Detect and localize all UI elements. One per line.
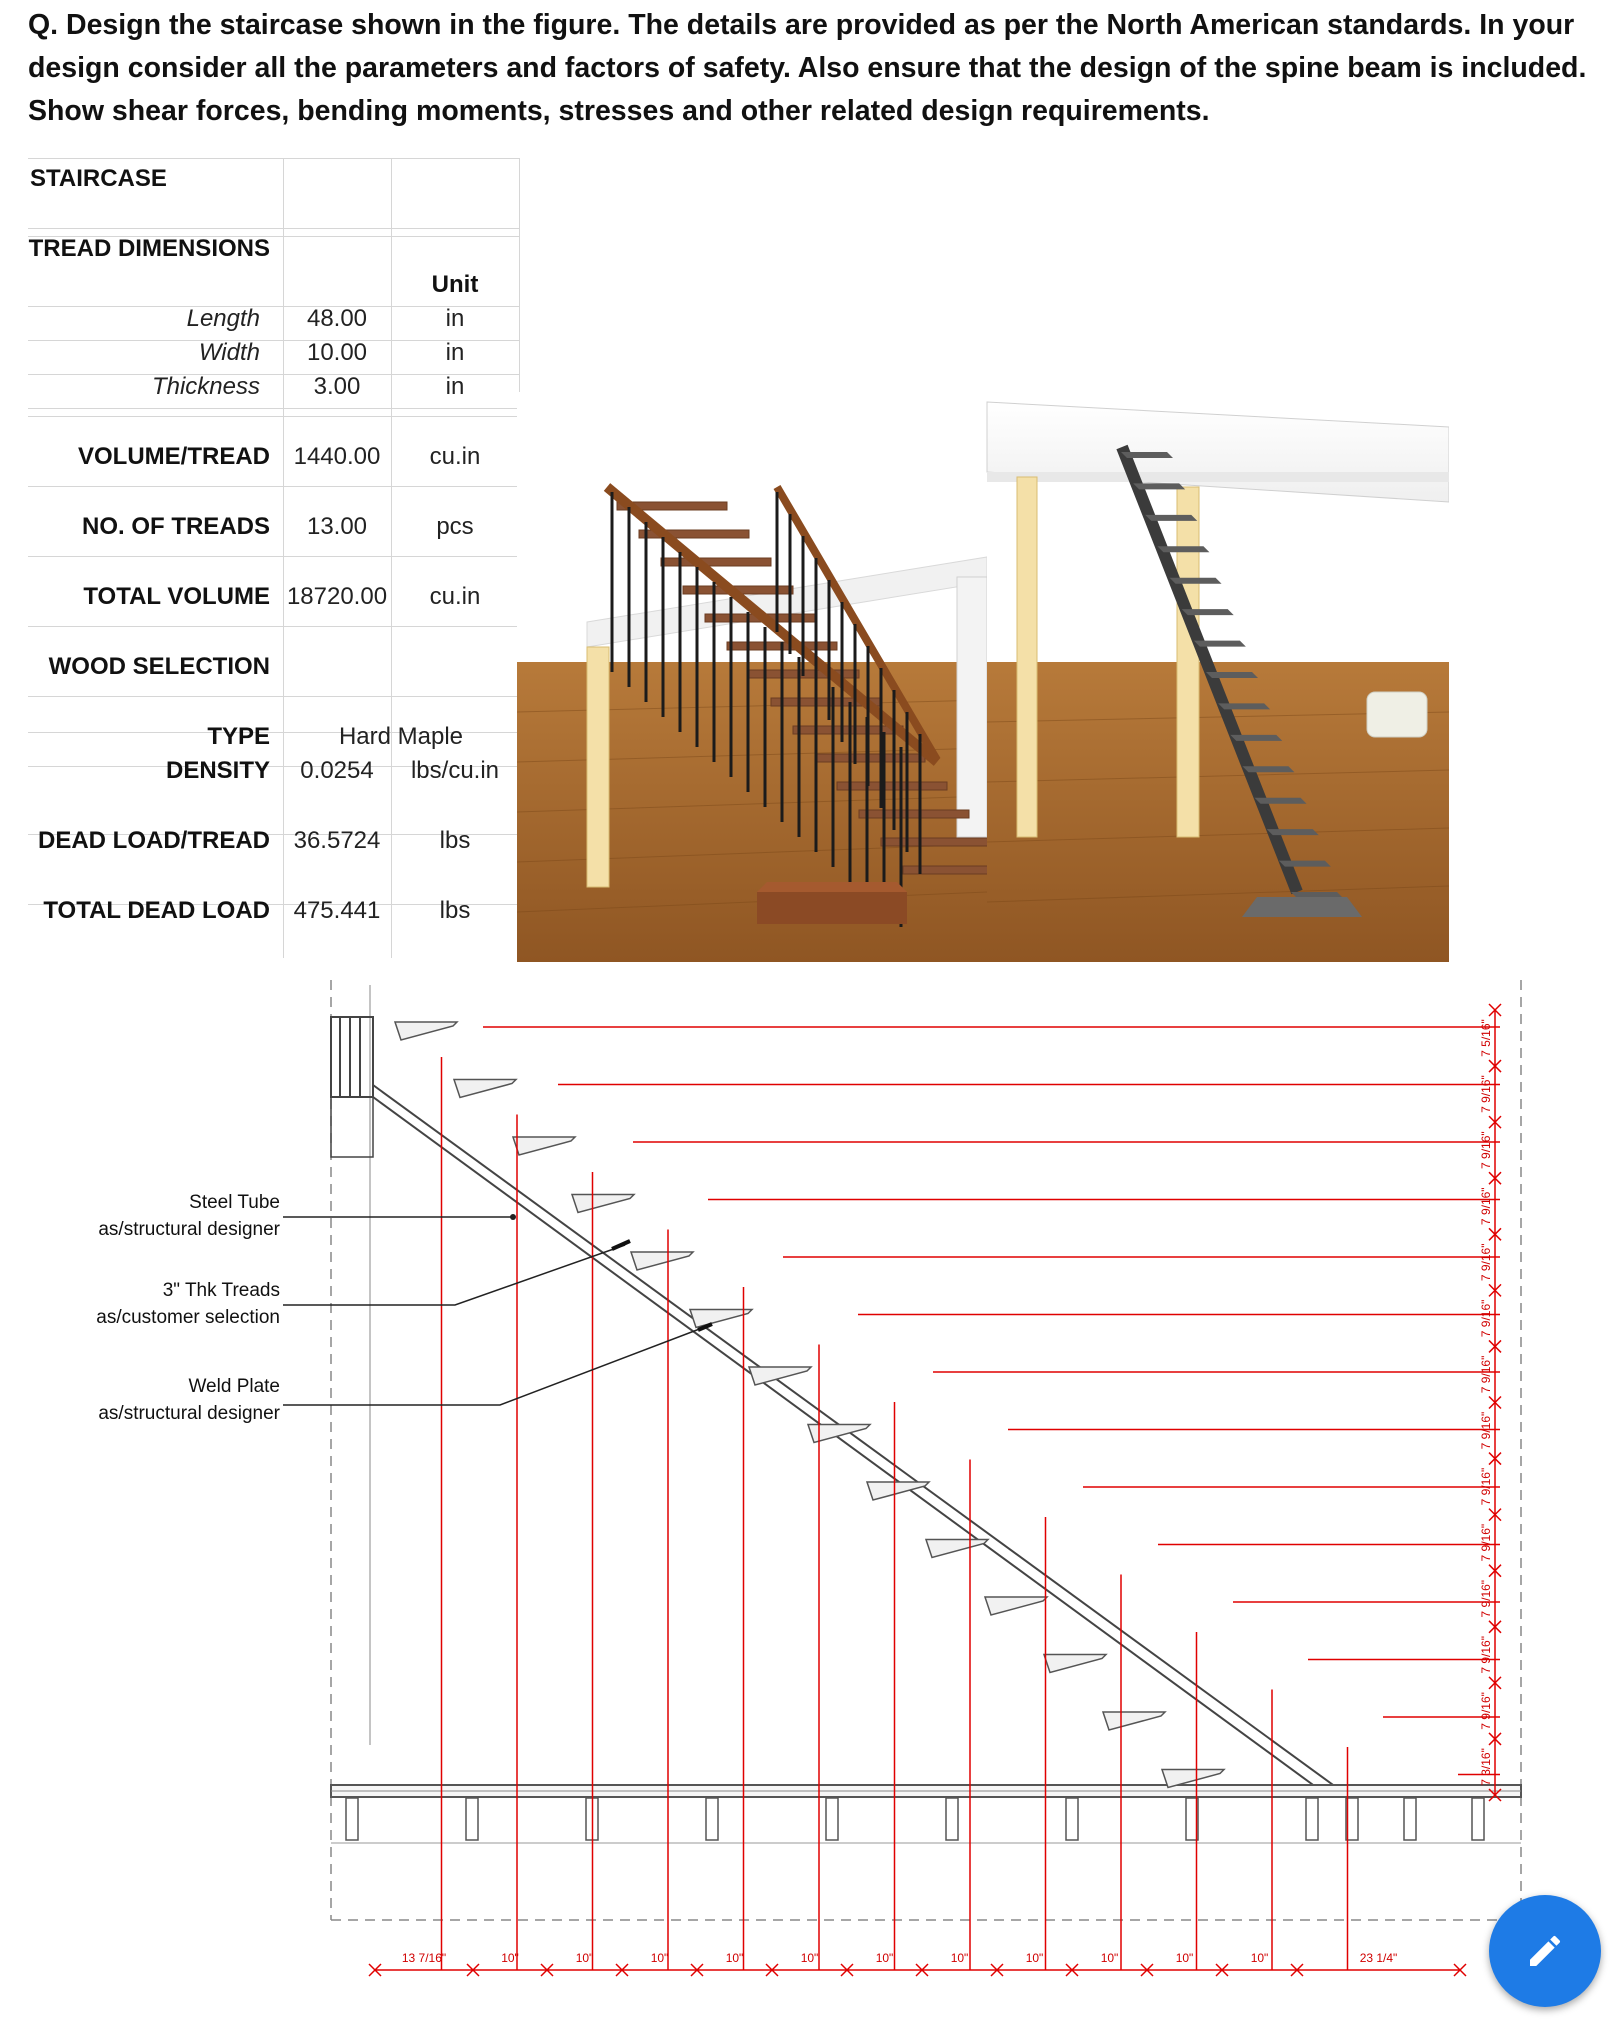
density-unit: lbs/cu.in (410, 757, 500, 784)
render-spine-tread (1279, 861, 1331, 867)
question-text: Q. Design the staircase shown in the figure. The details are provided as per the North American standards. In your design consider all the parameters and factors of safety. Also ensure that the design of the spine beam is included. Show shear forces, bending moments, stresses and other related design requirements. (28, 9, 1587, 127)
vertical-dimension-label: 7 9/16" (1479, 1467, 1493, 1506)
length-unit: in (445, 305, 465, 332)
floor-joist (1306, 1798, 1318, 1840)
no-of-treads-label: NO. OF TREADS (81, 513, 270, 540)
render-tread (793, 726, 903, 734)
callout-treads (40, 1277, 280, 1331)
total-dead-load-label: TOTAL DEAD LOAD (43, 897, 270, 924)
horizontal-dimension-label: 10" (650, 1951, 669, 1965)
vertical-dimension-label: 7 9/16" (1479, 1243, 1493, 1282)
floor-joist (466, 1798, 478, 1840)
drawing-tread (985, 1597, 1047, 1615)
density-value: 0.0254 (300, 757, 374, 784)
vertical-dimension-label: 7 9/16" (1479, 1131, 1493, 1169)
length-value: 48.00 (306, 305, 368, 332)
wood-selection-heading: WOOD SELECTION (48, 653, 270, 680)
landing-railing (331, 1017, 373, 1097)
vertical-dimension-label: 7 9/16" (1479, 1636, 1493, 1674)
horizontal-dimension-label: 10" (1250, 1951, 1269, 1965)
staircase-render-image (517, 392, 1449, 962)
tread-leader (283, 1245, 625, 1305)
callout-weld-plate (40, 1373, 280, 1427)
callout-steel-tube (40, 1189, 280, 1243)
render-spine-tread (1157, 546, 1209, 552)
staircase-elevation-drawing (0, 965, 1620, 2015)
vertical-dimension-label: 7 9/16" (1479, 1355, 1493, 1394)
vertical-dimension-label: 7 9/16" (1479, 1692, 1493, 1730)
floor-joist (826, 1798, 838, 1840)
render-spine-tread (1194, 641, 1246, 647)
width-label: Width (198, 339, 260, 366)
no-of-treads-value: 13.00 (306, 513, 368, 540)
spine-stair-render (987, 392, 1449, 962)
callout-weld-plate-title: Weld Plate (188, 1376, 280, 1397)
render-spine-tread (1170, 578, 1222, 584)
vertical-dimension-label: 7 9/16" (1479, 1299, 1493, 1338)
horizontal-dimension-label: 10" (501, 1951, 519, 1965)
render-tread (661, 558, 771, 566)
floor-joist (1066, 1798, 1078, 1840)
total-volume-label: TOTAL VOLUME (83, 583, 270, 610)
vertical-dimension-label: 7 9/16" (1479, 1579, 1493, 1618)
render-spine-tread (1255, 798, 1307, 804)
floor-joist (946, 1798, 958, 1840)
vertical-dimension-label: 7 3/16" (1479, 1748, 1493, 1786)
render-spine-tread (1145, 515, 1197, 521)
callout-weld-plate-note: as/structural designer (98, 1403, 280, 1424)
render-spine-tread (1218, 703, 1270, 709)
render-tread (859, 810, 969, 818)
render-spine-tread (1230, 735, 1282, 741)
horizontal-dimension-label: 10" (800, 1951, 819, 1965)
horizontal-dimension-label: 10" (1175, 1951, 1194, 1965)
weld-plate-leader (283, 1325, 710, 1405)
floor-joist (706, 1798, 718, 1840)
dead-load-per-tread-value: 36.5724 (293, 827, 381, 854)
floor-joist (1404, 1798, 1416, 1840)
total-dead-load-unit: lbs (439, 897, 471, 924)
type-value: Hard Maple (338, 723, 464, 750)
vertical-dimension-label: 7 9/16" (1479, 1411, 1493, 1450)
density-label: DENSITY (165, 757, 270, 784)
thickness-unit: in (445, 373, 465, 400)
callout-treads-note: as/customer selection (96, 1307, 280, 1328)
horizontal-dimension-label: 10" (725, 1951, 744, 1965)
drawing-tread (513, 1137, 575, 1155)
floor-joist (1472, 1798, 1484, 1840)
horizontal-dimension-label: 10" (1025, 1951, 1044, 1965)
drawing-tread (631, 1252, 693, 1270)
volume-per-tread-unit: cu.in (429, 443, 481, 470)
horizontal-dimension-label: 10" (875, 1951, 894, 1965)
vertical-dimension-label: 7 9/16" (1479, 1523, 1493, 1562)
dead-load-per-tread-label: DEAD LOAD/TREAD (38, 827, 270, 854)
drawing-tread (1044, 1655, 1106, 1673)
type-label: TYPE (207, 723, 270, 750)
total-volume-value: 18720.00 (286, 583, 388, 610)
drawing-tread (690, 1310, 752, 1328)
total-dead-load-value: 475.441 (293, 897, 381, 924)
vertical-dimension-label: 7 5/16" (1479, 1019, 1493, 1057)
drawing-tread (572, 1195, 634, 1213)
vertical-dimension-label: 7 9/16" (1479, 1075, 1493, 1113)
vertical-dimension-label: 7 9/16" (1479, 1187, 1493, 1226)
length-label: Length (186, 305, 260, 332)
thickness-value: 3.00 (313, 373, 361, 400)
design-spreadsheet (28, 158, 520, 958)
spine-beam (373, 1085, 1340, 1790)
floor-joist (346, 1798, 358, 1840)
render-spine-tread (1267, 829, 1319, 835)
volume-per-tread-label: VOLUME/TREAD (78, 443, 270, 470)
pencil-icon (1525, 1931, 1565, 1971)
render-spine-tread (1242, 766, 1294, 772)
edit-button[interactable] (1489, 1895, 1601, 2007)
horizontal-dimension-label: 10" (950, 1951, 969, 1965)
unit-header: Unit (431, 271, 479, 298)
render-spine-tread (1206, 672, 1258, 678)
drawing-tread (1103, 1712, 1165, 1730)
render-spine-tread (1121, 452, 1173, 458)
render-spine-tread (1182, 609, 1234, 615)
tread-dimensions-heading: TREAD DIMENSIONS (28, 235, 270, 262)
callout-steel-tube-title: Steel Tube (189, 1192, 280, 1213)
drawing-tread (454, 1080, 516, 1098)
total-volume-unit: cu.in (429, 583, 481, 610)
width-unit: in (445, 339, 465, 366)
volume-per-tread-value: 1440.00 (293, 443, 381, 470)
render-tread (837, 782, 947, 790)
render-tread (881, 838, 991, 846)
horizontal-dimension-label: 10" (1100, 1951, 1119, 1965)
open-stair-render (517, 392, 1013, 962)
horizontal-dimension-label: 10" (575, 1951, 594, 1965)
callout-treads-title: 3" Thk Treads (162, 1280, 280, 1301)
dead-load-per-tread-unit: lbs (439, 827, 471, 854)
staircase-heading: STAIRCASE (30, 165, 167, 192)
width-value: 10.00 (306, 339, 368, 366)
render-spine-tread (1133, 483, 1185, 489)
horizontal-dimension-label: 23 1/4" (1359, 1951, 1398, 1965)
no-of-treads-unit: pcs (436, 513, 474, 540)
drawing-tread (926, 1540, 988, 1558)
drawing-tread (395, 1022, 457, 1040)
callout-steel-tube-note: as/structural designer (98, 1219, 280, 1240)
horizontal-dimension-label: 13 7/16" (401, 1951, 447, 1965)
thickness-label: Thickness (151, 373, 260, 400)
